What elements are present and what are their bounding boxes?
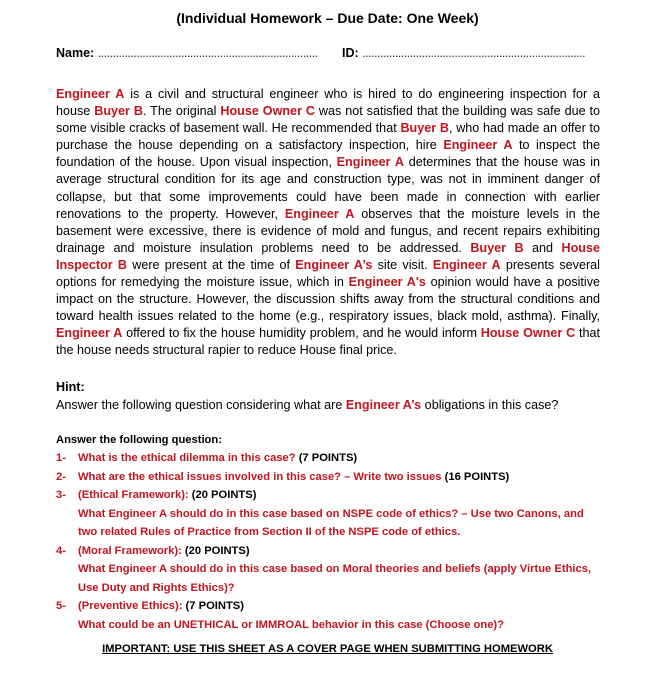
important-text: IMPORTANT: USE THIS SHEET AS A COVER PAGE WHEN SUBMITTING HOMEWORK [102,643,553,655]
question-item [56,542,616,561]
case-text-segment: site visit. [372,257,433,272]
hint-text-before: Answer the following question considering what are [56,398,346,412]
question-points: (16 POINTS) [441,470,510,483]
question-points: (7 POINTS) [295,452,358,464]
page-title: (Individual Homework – Due Date: One Week) [176,10,479,26]
case-highlight: Engineer A [432,257,501,272]
case-text-segment: to inspect the foundation of the house. Upon visual inspection, [56,138,600,170]
question-item [56,597,616,616]
case-highlight: House Inspector B [56,240,601,272]
question-number: 5- [56,600,66,612]
question-item [56,486,616,505]
case-highlight: House Owner C [220,104,315,119]
case-text-segment: . The original [142,104,221,119]
question-text: (Ethical Framework): [78,489,189,501]
question-text: What are the ethical issues involved in this case? – Write two issues [78,470,442,483]
case-highlight: Buyer B [94,104,143,119]
question-detail: two related Rules of Practice from Section II of the NSPE code of ethics. [78,526,461,538]
case-text-segment: presents several options for remedying the moisture issue, which in [56,257,600,290]
question-number: 4- [56,544,66,557]
important-notice [0,643,655,655]
case-text-segment: offered to fix the house humidity problem, and he would inform [122,326,481,341]
case-highlight: House Owner C [480,326,576,341]
question-item [56,449,616,468]
question-detail: What Engineer A should do in this case based on NSPE code of ethics? – Use two Canons, and [78,507,584,520]
question-points: (20 POINTS) [188,489,257,501]
case-highlight: Engineer A's [348,275,426,290]
name-field [56,46,318,60]
case-highlight: Engineer A [443,138,513,153]
question-text: (Moral Framework): [78,544,182,557]
hint-text-after: obligations in this case? [421,398,559,412]
case-highlight: Engineer A [336,155,404,170]
id-label: ID: [342,46,359,60]
case-highlight: Engineer A’s [295,257,373,272]
questions-section [56,434,616,634]
case-description [56,86,600,360]
question-detail: What could be an UNETHICAL or IMMROAL behavior in this case (Choose one)? [78,618,504,631]
case-highlight: Engineer A [284,206,355,221]
question-number: 1- [56,452,66,464]
hint-text [56,398,616,412]
name-blank: .......................................................................... [97,46,318,60]
id-blank: ........................................................................... [362,46,586,60]
question-detail: What Engineer A should do in this case based on Moral theories and beliefs (apply Virtue Ethics, [78,563,592,575]
questions-heading: Answer the following question: [56,434,222,446]
id-field [342,46,585,60]
question-item [56,468,616,487]
hint-label: Hint: [56,380,85,394]
name-label: Name: [56,46,95,60]
case-highlight: Buyer B [470,240,524,255]
case-text-segment: determines that the house was in average structural condition for its age and construction type, was not in imminent danger of collapse, but that some improvements could have been made in connection with earlier renovations to the property. However, [56,155,600,221]
question-points: (20 POINTS) [181,544,250,557]
question-number: 3- [56,489,66,501]
case-text-segment: were present at the time of [127,257,296,272]
hint-highlight: Engineer A’s [345,398,422,412]
case-text-segment: opinion would have a positive impact on the structure. However, the discussion shifts away from the structural conditions and toward health issues related to the home (e.g., respiratory issues, black mold, asthma). Finally, [56,275,601,324]
case-highlight: Buyer B [400,121,449,136]
case-text-segment: was not satisfied that the building was safe due to some visible cracks of basement wall. He recommended that [56,104,601,136]
case-text-segment: observes that the moisture levels in the basement were excessive, there is evidence of mold and fungus, and recent repairs exhibiting drainage and moisture insulation problems need to be addressed. [56,206,601,255]
question-detail: Use Duty and Rights Ethics)? [78,581,235,594]
case-text-segment: is a civil and structural engineer who is hired to do engineering inspection for a house [56,87,600,119]
case-text-segment: and [523,240,562,255]
question-text: (Preventive Ethics): [78,600,183,612]
case-highlight: Engineer A [56,326,123,341]
case-text-segment: that the house needs structural rapier to reduce House final price. [56,326,600,358]
case-highlight: Engineer A [56,87,125,101]
question-points: (7 POINTS) [182,600,244,612]
case-text-segment: , who had made an offer to purchase the house depending on a satisfactory inspection, hire [56,121,600,153]
question-number: 2- [56,470,66,483]
question-text: What is the ethical dilemma in this case? [78,452,296,464]
questions-list [56,449,616,634]
